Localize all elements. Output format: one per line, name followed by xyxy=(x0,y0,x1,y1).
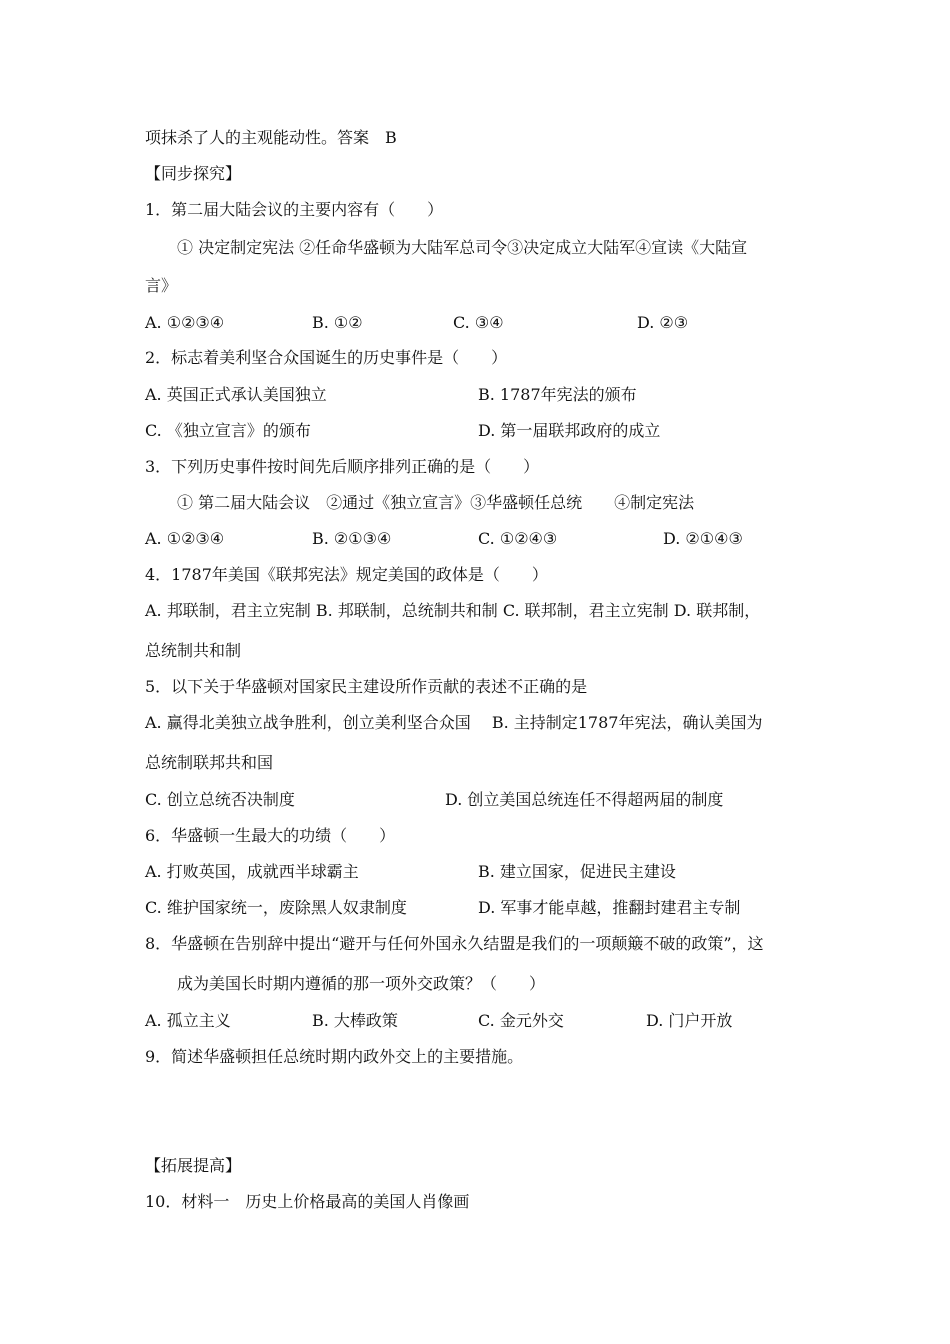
q8-option-a: A. 孤立主义 xyxy=(145,1011,231,1030)
question-3-items: ① 第二届大陆会议 ②通过《独立宣言》③华盛顿任总统 ④制定宪法 xyxy=(177,493,695,512)
q6-option-b: B. 建立国家，促进民主建设 xyxy=(478,862,676,881)
q5-option-c: C. 创立总统否决制度 xyxy=(145,790,295,809)
question-1-items: ① 决定制定宪法 ②任命华盛顿为大陆军总司令③决定成立大陆军④宣读《大陆宣 xyxy=(177,238,748,257)
q2-option-c: C. 《独立宣言》的颁布 xyxy=(145,421,311,440)
q3-option-c: C. ①②④③ xyxy=(478,529,558,548)
question-8-cont: 成为美国长时期内遵循的那一项外交政策？（ ） xyxy=(177,974,546,993)
section-heading-extension: 【拓展提高】 xyxy=(145,1156,242,1175)
question-10: 10．材料一 历史上价格最高的美国人肖像画 xyxy=(145,1192,470,1211)
section-heading-sync: 【同步探究】 xyxy=(145,164,242,183)
question-5: 5．以下关于华盛顿对国家民主建设所作贡献的表述不正确的是 xyxy=(145,677,588,696)
question-5-options-ab-cont: 总统制联邦共和国 xyxy=(145,753,274,772)
q6-option-a: A. 打败英国，成就西半球霸主 xyxy=(145,862,359,881)
q1-option-a: A. ①②③④ xyxy=(145,313,225,332)
q3-option-a: A. ①②③④ xyxy=(145,529,225,548)
q6-option-c: C. 维护国家统一，废除黑人奴隶制度 xyxy=(145,898,407,917)
question-1-items-cont: 言》 xyxy=(145,276,178,295)
question-4-options-cont: 总统制共和制 xyxy=(145,641,242,660)
question-6: 6．华盛顿一生最大的功绩（ ） xyxy=(145,826,396,845)
question-9: 9．简述华盛顿担任总统时期内政外交上的主要措施。 xyxy=(145,1047,524,1066)
q2-option-a: A. 英国正式承认美国独立 xyxy=(145,385,327,404)
q8-option-d: D. 门户开放 xyxy=(646,1011,733,1030)
question-2: 2．标志着美利坚合众国诞生的历史事件是（ ） xyxy=(145,348,508,367)
answer-line: 项抹杀了人的主观能动性。答案 B xyxy=(145,128,397,147)
question-1: 1．第二届大陆会议的主要内容有（ ） xyxy=(145,200,444,219)
q1-option-b: B. ①② xyxy=(312,313,363,332)
question-4-options: A. 邦联制，君主立宪制 B. 邦联制，总统制共和制 C. 联邦制，君主立宪制 D. 联邦制， xyxy=(145,601,761,620)
question-3: 3．下列历史事件按时间先后顺序排列正确的是（ ） xyxy=(145,457,540,476)
q2-option-b: B. 1787年宪法的颁布 xyxy=(478,385,637,404)
question-8: 8．华盛顿在告别辞中提出“避开与任何外国永久结盟是我们的一项颠簸不破的政策”，这 xyxy=(145,934,764,953)
question-4: 4．1787年美国《联邦宪法》规定美国的政体是（ ） xyxy=(145,565,548,584)
q1-option-c: C. ③④ xyxy=(453,313,504,332)
q1-option-d: D. ②③ xyxy=(637,313,689,332)
q8-option-c: C. 金元外交 xyxy=(478,1011,564,1030)
q2-option-d: D. 第一届联邦政府的成立 xyxy=(478,421,661,440)
q3-option-b: B. ②①③④ xyxy=(312,529,392,548)
q6-option-d: D. 军事才能卓越，推翻封建君主专制 xyxy=(478,898,741,917)
q8-option-b: B. 大棒政策 xyxy=(312,1011,398,1030)
q5-option-d: D. 创立美国总统连任不得超两届的制度 xyxy=(445,790,724,809)
question-5-options-ab: A. 赢得北美独立战争胜利，创立美利坚合众国 B. 主持制定1787年宪法，确认美国为 xyxy=(145,713,763,732)
q3-option-d: D. ②①④③ xyxy=(663,529,743,548)
